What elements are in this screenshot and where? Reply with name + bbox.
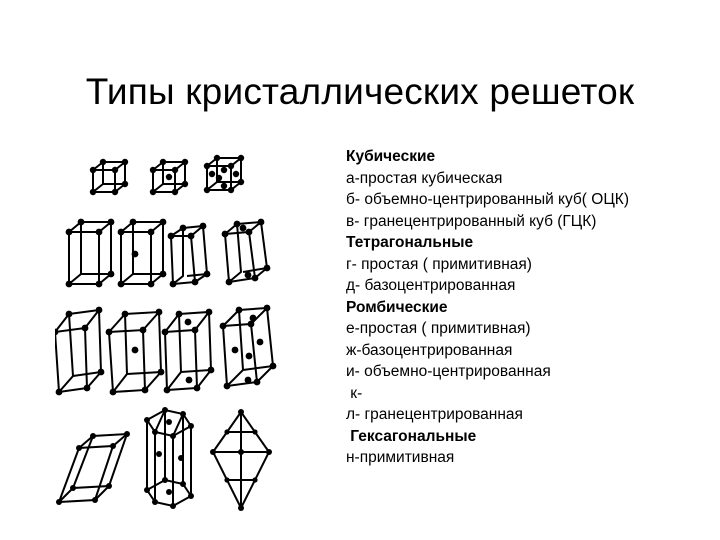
legend-line: Кубические xyxy=(346,148,436,165)
legend-line: ж-базоцентрированная xyxy=(346,341,513,359)
lattice-monoclinic xyxy=(56,431,130,505)
legend-line: г- простая ( примитивная) xyxy=(346,255,532,273)
legend-line: н-примитивная xyxy=(346,449,455,466)
legend-line: в- гранецентрированный куб (ГЦК) xyxy=(346,212,597,230)
lattice-rhombic-base xyxy=(222,219,271,286)
lattice-rhombic-zh xyxy=(106,309,165,396)
legend-line: д- базоцентрированная xyxy=(346,277,516,294)
lattice-cubic-bcc xyxy=(150,159,188,195)
legend-line: Тетрагональные xyxy=(346,234,474,251)
legend-line: Ромбические xyxy=(346,298,448,316)
legend-line: и- объемно-центрированная xyxy=(346,363,551,380)
legend-line: а-простая кубическая xyxy=(346,169,503,187)
legend-line: Гексагональные xyxy=(346,427,477,445)
lattice-rhombic-simple xyxy=(168,223,211,288)
slide-title: Типы кристаллических решеток xyxy=(85,70,635,112)
lattice-cubic-fcc xyxy=(204,155,244,193)
lattice-rhombic-i xyxy=(162,309,215,394)
lattice-legend xyxy=(346,146,716,469)
legend-line: е-простая ( примитивная) xyxy=(346,320,531,337)
lattice-rhombohedral xyxy=(210,409,272,511)
crystal-lattices-figure xyxy=(55,150,345,520)
legend-line: к- xyxy=(346,384,363,402)
legend-line: б- объемно-центрированный куб( ОЦК) xyxy=(346,191,629,208)
lattice-hexagonal xyxy=(144,407,194,509)
lattice-tetragonal-simple xyxy=(66,219,115,288)
lattice-tetragonal-bcc xyxy=(118,219,167,288)
lattice-cubic-simple xyxy=(90,159,128,195)
lattice-rhombic-e xyxy=(55,307,104,396)
lattice-rhombic-l xyxy=(220,305,277,390)
legend-line: л- гранецентрированная xyxy=(346,406,523,423)
